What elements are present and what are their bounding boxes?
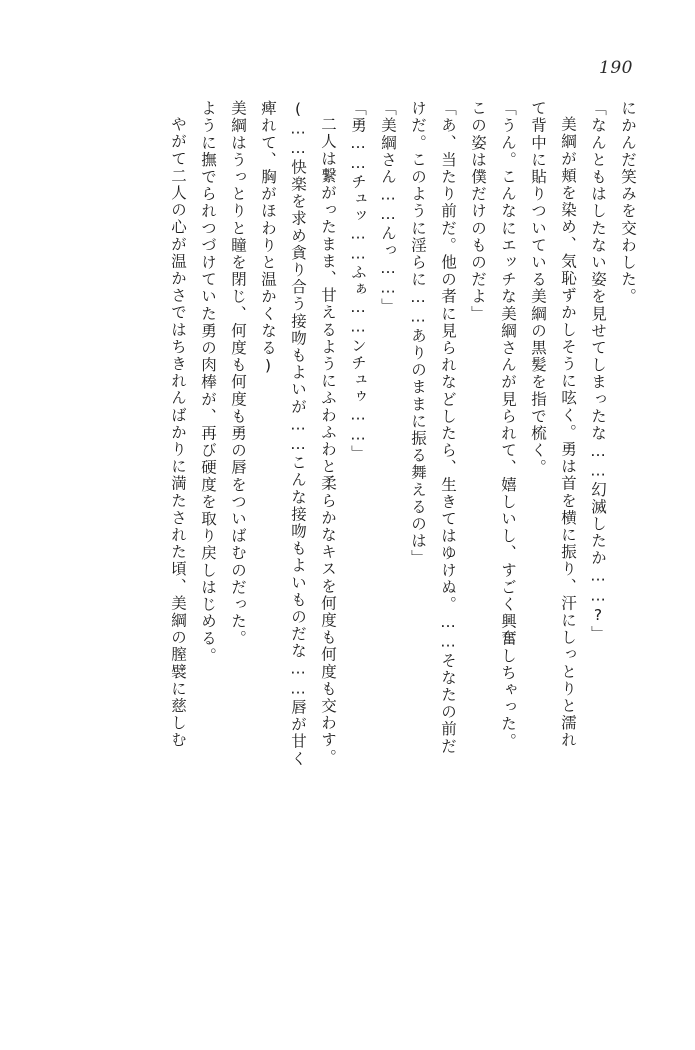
text-line: 「なんともはしたない姿を見せてしまったな……幻滅したか……?」 (589, 100, 607, 643)
text-line: 二人は繋がったまま、甘えるようにふわふわと柔らかなキスを何度も何度も交わす。 (319, 116, 337, 766)
text-line: 「あ、当たり前だ。他の者に見られなどしたら、生きてはゆけぬ。……そなたの前だ (439, 100, 457, 755)
text-line: 痺れて、胸がほわりと温かくなる) (259, 100, 277, 377)
text-line: て背中に貼りついている美綱の黒髪を指で梳く。 (529, 100, 547, 477)
text-line: にかんだ笑みを交わした。 (619, 100, 637, 306)
text-line: 「美綱さん……んっ……」 (379, 100, 397, 316)
text-line: この姿は僕だけのものだよ」 (469, 100, 487, 323)
vertical-text-body (58, 100, 635, 980)
text-line: ように撫でられつづけていた勇の肉棒が、再び硬度を取り戻しはじめる。 (199, 100, 217, 665)
text-line: けだ。このように淫らに……ありのままに振る舞えるのは」 (409, 100, 427, 567)
text-line: 美綱が頬を染め、気恥ずかしそうに呟く。勇は首を横に振り、汗にしっとりと濡れ (559, 116, 577, 749)
text-line: 「うん。こんなにエッチな美綱さんが見られて、嬉しいし、すごく興奮しちゃった。 (499, 100, 517, 750)
page-number: 190 (599, 58, 633, 78)
text-line: 美綱はうっとりと瞳を閉じ、何度も何度も勇の唇をついばむのだった。 (229, 100, 247, 648)
text-line: (……快楽を求め貪り合う接吻もよいが……こんな接吻もよいものだな……唇が甘く (289, 100, 307, 768)
text-line: やがて二人の心が温かさではちきれんばかりに満たされた頃、美綱の膣襞に慈しむ (169, 116, 187, 749)
text-line: 「勇……チュッ……ふぁ……ンチュゥ……」 (349, 100, 367, 462)
